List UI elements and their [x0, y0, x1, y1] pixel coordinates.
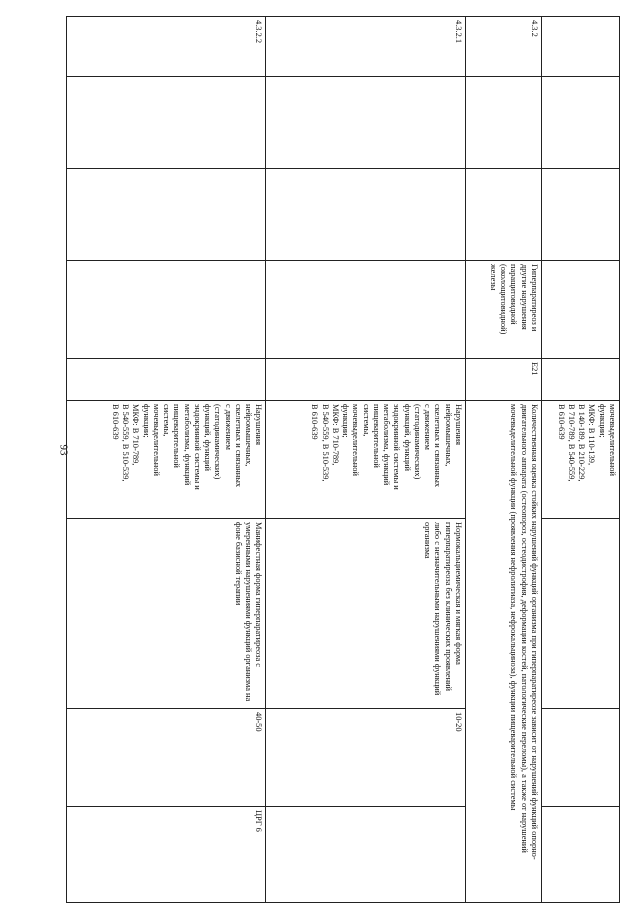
code-cell: 4.3.2.1 [266, 17, 465, 77]
name-cell [541, 261, 619, 359]
empty-cell [266, 77, 465, 169]
empty-cell [266, 169, 465, 261]
disability-criteria-table [66, 16, 620, 903]
code-cell: 4.3.2 [465, 17, 541, 77]
table-row [465, 17, 541, 903]
empty-cell [541, 77, 619, 169]
icd-cell [67, 359, 266, 401]
percent-cell [541, 709, 619, 807]
empty-cell [465, 77, 541, 169]
page-number: 93 [57, 444, 70, 456]
icd-cell [541, 359, 619, 401]
icd-cell [266, 359, 465, 401]
name-cell [266, 261, 465, 359]
empty-cell [541, 169, 619, 261]
table-row [67, 17, 266, 903]
clinical-cell: Манифестная форма гиперпаратиреоза с умеренными нарушениями функций организма на фоне базисной терапии [67, 519, 266, 709]
name-cell [67, 261, 266, 359]
table-row [266, 17, 465, 903]
rotated-page [66, 16, 620, 902]
target-cell [541, 807, 619, 903]
violations-cell: Нарушения нейромышечных, скелетных и связанных с движением (статодинамических) функций, функций эндокринной системы и метаболизма, функций пищеварительной системы, мочевыделительной функции; МКФ: В 710-789, В 540-559, В 510-539, В 610-639 [67, 401, 266, 519]
table-container [66, 16, 620, 902]
target-cell [266, 807, 465, 903]
violations-cell: Нарушения нейромышечных, скелетных и связанных с движением (статодинамических) функций, функций эндокринной системы и метаболизма, функций пищеварительной системы, мочевыделительной функции; МКФ: В 710-789, В 540-559, В 510-539, В 610-639 [266, 401, 465, 519]
icd-cell: E21 [465, 359, 541, 401]
empty-cell [465, 169, 541, 261]
clinical-cell [541, 519, 619, 709]
empty-cell [67, 77, 266, 169]
code-cell: 4.3.2.2 [67, 17, 266, 77]
name-cell: Гиперпаратиреоз и другие нарушения паращитовидной (околощитовидной) железы [465, 261, 541, 359]
percent-cell: 10-20 [266, 709, 465, 807]
target-cell: ЦРГ 6 [67, 807, 266, 903]
clinical-cell: Нормокальциемическая и мягкая форма гиперпаратиреоза без клинических проявлений либо с незначительными нарушениями функций организма [266, 519, 465, 709]
percent-cell: 40-50 [67, 709, 266, 807]
violations-cell: мочевыделительной функции; МКФ: В 110-139, В 140-189, В 210-229, В 710-789, В 540-559, В 610-639 [541, 401, 619, 519]
note-cell: Количественная оценка стойких нарушений функций организма при гиперпаратиреозе зависит от нарушений функций опорно-двигательного аппарата (остеопороз, остеодистрофия, деформации костей, патологические переломы), а также от нарушений мочевыделительной функции (проявления нефролитиаза, нефрокальциноза), функции пищеварительной системы [465, 401, 541, 903]
code-cell [541, 17, 619, 77]
table-row [541, 17, 619, 903]
empty-cell [67, 169, 266, 261]
